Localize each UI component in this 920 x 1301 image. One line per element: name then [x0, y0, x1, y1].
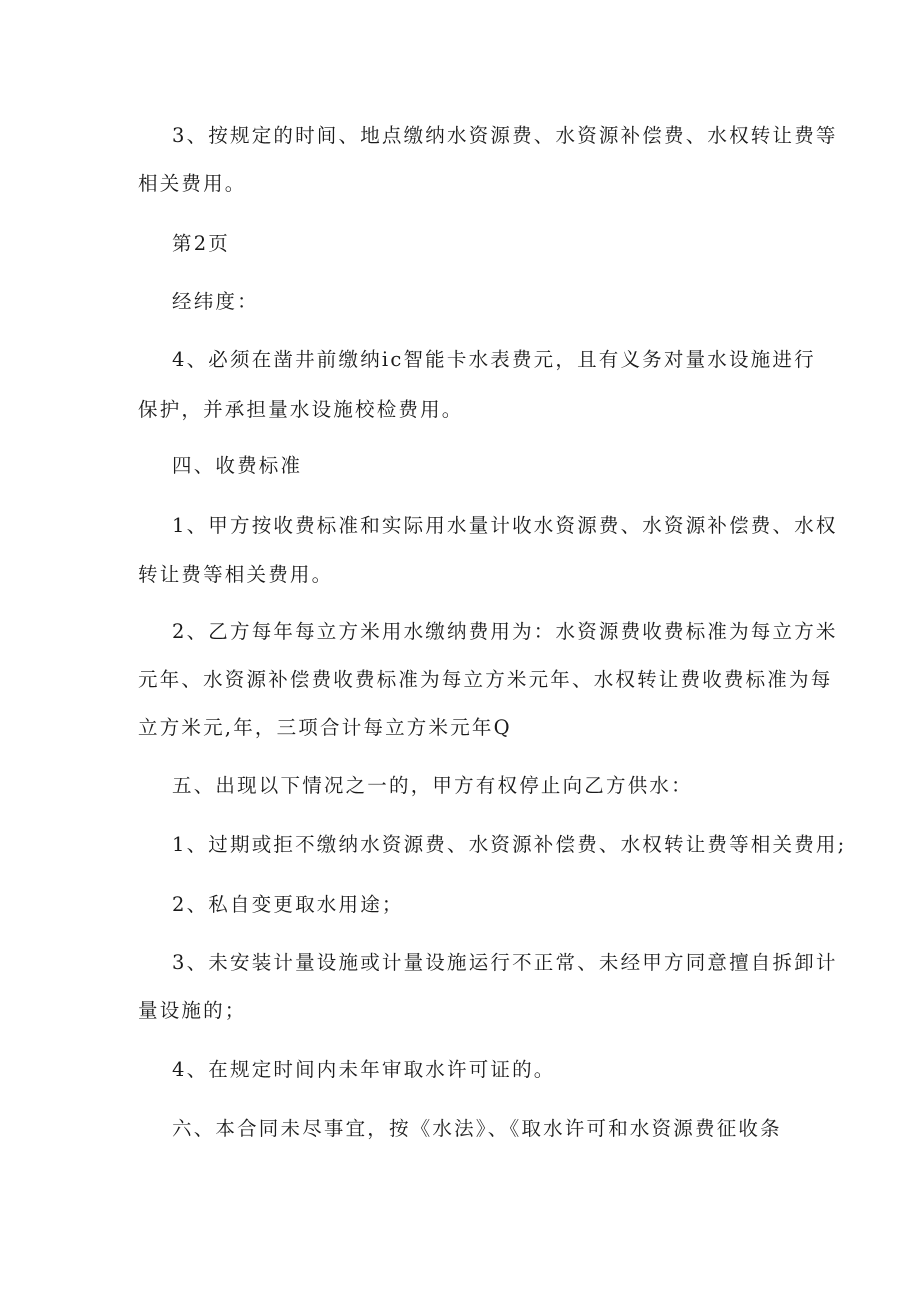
- paragraph-line: 相关费用。: [138, 172, 247, 195]
- paragraph-line: 2、乙方每年每立方米用水缴纳费用为：水资源费收费标准为每立方米: [172, 620, 838, 643]
- paragraph-line: 4、在规定时间内未年审取水许可证的。: [172, 1058, 556, 1081]
- paragraph-line: 立方米元,年，三项合计每立方米元年Q: [138, 716, 512, 739]
- paragraph-line: 3、按规定的时间、地点缴纳水资源费、水资源补偿费、水权转让费等: [172, 124, 838, 147]
- paragraph-line: 1、甲方按收费标准和实际用水量计收水资源费、水资源补偿费、水权: [172, 514, 838, 537]
- paragraph-line: 量设施的；: [138, 999, 247, 1022]
- section-heading: 四、收费标准: [172, 454, 303, 477]
- paragraph-line: 1、过期或拒不缴纳水资源费、水资源补偿费、水权转让费等相关费用;: [172, 833, 847, 856]
- paragraph-line: 经纬度：: [172, 290, 259, 313]
- section-heading: 六、本合同未尽事宜，按《水法》、《取水许可和水资源费征收条: [172, 1117, 782, 1140]
- paragraph-line: 转让费等相关费用。: [138, 563, 334, 586]
- paragraph-line: 4、必须在凿井前缴纳ic智能卡水表费元，且有义务对量水设施进行: [172, 348, 816, 371]
- paragraph-line: 3、未安装计量设施或计量设施运行不正常、未经甲方同意擅自拆卸计: [172, 951, 838, 974]
- paragraph-line: 保护，并承担量水设施校检费用。: [138, 398, 464, 421]
- section-heading: 五、出现以下情况之一的，甲方有权停止向乙方供水：: [172, 774, 693, 797]
- page-number-label: 第2页: [172, 232, 231, 255]
- paragraph-line: 2、私自变更取水用途；: [172, 893, 404, 916]
- paragraph-line: 元年、水资源补偿费收费标准为每立方米元年、水权转让费收费标准为每: [138, 668, 833, 691]
